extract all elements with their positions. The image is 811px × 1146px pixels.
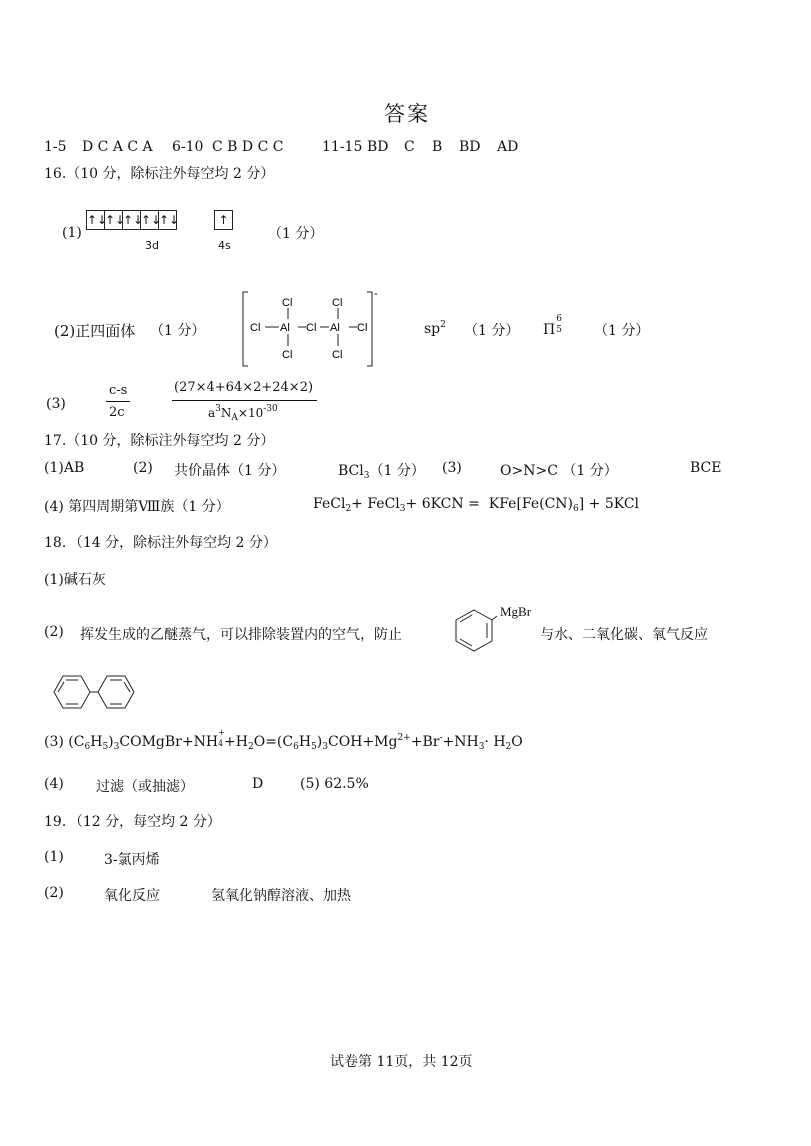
q17-equation: FeCl$_2$+ FeCl$_3$+ $6KCN = KFe[Fe(CN)_6] + 5KCl$	[313, 496, 640, 514]
q19-header: 19．（12 分，每空均 2 分）	[44, 814, 221, 830]
q17-p4: (4) 第四周期第Ⅷ族（1 分）	[44, 499, 230, 515]
q18-p2-text: 挥发生成的乙醚蒸气，可以排除装置内的空气，防止	[80, 627, 402, 643]
q16-p2-label: (2)正四面体	[54, 322, 136, 340]
hybridization: $sp^2$	[424, 320, 446, 337]
q16-p2-score1: （1 分）	[150, 323, 206, 339]
orbital-4s-box	[214, 210, 233, 230]
cl-atom: Cl	[282, 349, 293, 361]
fraction2-numerator: (27×4+64×2+24×2)	[174, 380, 314, 395]
answer-12: C	[404, 139, 415, 155]
q17-bcl3: BCl$_3$（1 分）	[338, 463, 425, 481]
ion-charge: -	[374, 288, 378, 300]
orbital-3d-4: ↑↓	[141, 213, 162, 227]
al2cl6-structure	[240, 288, 385, 370]
answers-6-10-range: 6-10	[172, 139, 204, 155]
cl-atom: Cl	[332, 297, 343, 309]
q16-p2-score2: （1 分）	[464, 323, 520, 339]
answer-11: BD	[367, 139, 389, 155]
q19-p2-a: 氧化反应	[104, 888, 160, 904]
answers-6-10: C B D C C	[212, 139, 284, 155]
q17-p1: (1)AB	[44, 460, 85, 476]
answers-1-5: D C A C A	[82, 139, 153, 155]
q16-p1-score: （1 分）	[268, 226, 324, 242]
q17-p3: O>N>C （1 分）	[500, 463, 618, 479]
mgbr-label: MgBr	[500, 604, 532, 619]
orbital-3d-5: ↑↓	[159, 213, 180, 227]
answer-14: BD	[459, 139, 481, 155]
q16-header: 16.（10 分，除标注外每空均 2 分）	[44, 166, 275, 182]
cl-atom: Cl	[306, 322, 317, 334]
q17-header: 17.（10 分，除标注外每空均 2 分）	[44, 433, 275, 449]
pi-bond: Π 6 5	[543, 314, 562, 338]
q16-p2-score3: （1 分）	[594, 323, 650, 339]
q18-p2-tail: 与水、二氧化碳、氧气反应	[540, 627, 708, 643]
q18-p4-a: 过滤（或抽滤）	[96, 779, 194, 795]
q19-p2-label: (2)	[44, 885, 64, 901]
cl-atom: Cl	[250, 322, 261, 334]
fraction2-bar	[172, 400, 317, 401]
orbital-3d-1: ↑↓	[87, 213, 108, 227]
al-atom: Al	[330, 322, 340, 334]
cl-atom: Cl	[357, 322, 368, 334]
orbital-3d-3: ↑↓	[123, 213, 144, 227]
cl-atom: Cl	[282, 297, 293, 309]
q16-p3-label: (3)	[46, 396, 66, 412]
q18-p5: (5) 62.5%	[300, 776, 369, 792]
q19-p1: 3-氯丙烯	[104, 852, 160, 868]
cl-atom: Cl	[332, 349, 343, 361]
biphenyl-structure	[44, 670, 144, 714]
q16-p1-label: (1)	[62, 225, 82, 241]
q17-p2-label: (2)	[133, 460, 153, 476]
q17-p3-answer: BCE	[690, 460, 722, 476]
q19-p2-b: 氢氧化钠醇溶液、加热	[211, 888, 351, 904]
answers-11-15-range: 11-15	[322, 139, 363, 155]
orbital-3d-boxes	[86, 210, 180, 230]
orbital-3d-label: 3d	[145, 239, 159, 252]
fraction2-denominator: $a^3N_A\times 10^{-30}$	[208, 404, 278, 423]
page-footer: 试卷第 11页，共 12页	[330, 1054, 473, 1070]
orbital-4s-label: 4s	[218, 239, 231, 252]
q18-header: 18．（14 分，除标注外每空均 2 分）	[44, 535, 277, 551]
orbital-4s-1: ↑	[218, 213, 229, 227]
fraction1-bar	[106, 401, 130, 402]
q18-p3: (3) $(C_6H_5)_3COMgBr+NH$ + 4 $+H_2O=(C_6H_5)_3COH+Mg^{2+}+Br^-+NH_3\cdot H_2O$	[44, 728, 523, 752]
q17-p2: 共价晶体（1 分）	[174, 463, 286, 479]
q18-p1: (1)碱石灰	[44, 572, 106, 588]
answer-13: B	[432, 139, 443, 155]
answers-1-5-range: 1-5	[44, 139, 67, 155]
orbital-3d-2: ↑↓	[105, 213, 126, 227]
fraction1-numerator: c-s	[109, 383, 128, 398]
fraction1-denominator: 2c	[109, 405, 125, 420]
page-title: 答案	[384, 102, 430, 126]
q18-p4-b: D	[252, 776, 264, 792]
answer-15: AD	[497, 139, 519, 155]
q17-p3-label: (3)	[442, 460, 462, 476]
q19-p1-label: (1)	[44, 849, 64, 865]
phenyl-ring-structure	[452, 604, 497, 654]
q18-p2-label: (2)	[44, 624, 64, 640]
q18-p4-label: (4)	[44, 776, 64, 792]
al-atom: Al	[280, 322, 290, 334]
